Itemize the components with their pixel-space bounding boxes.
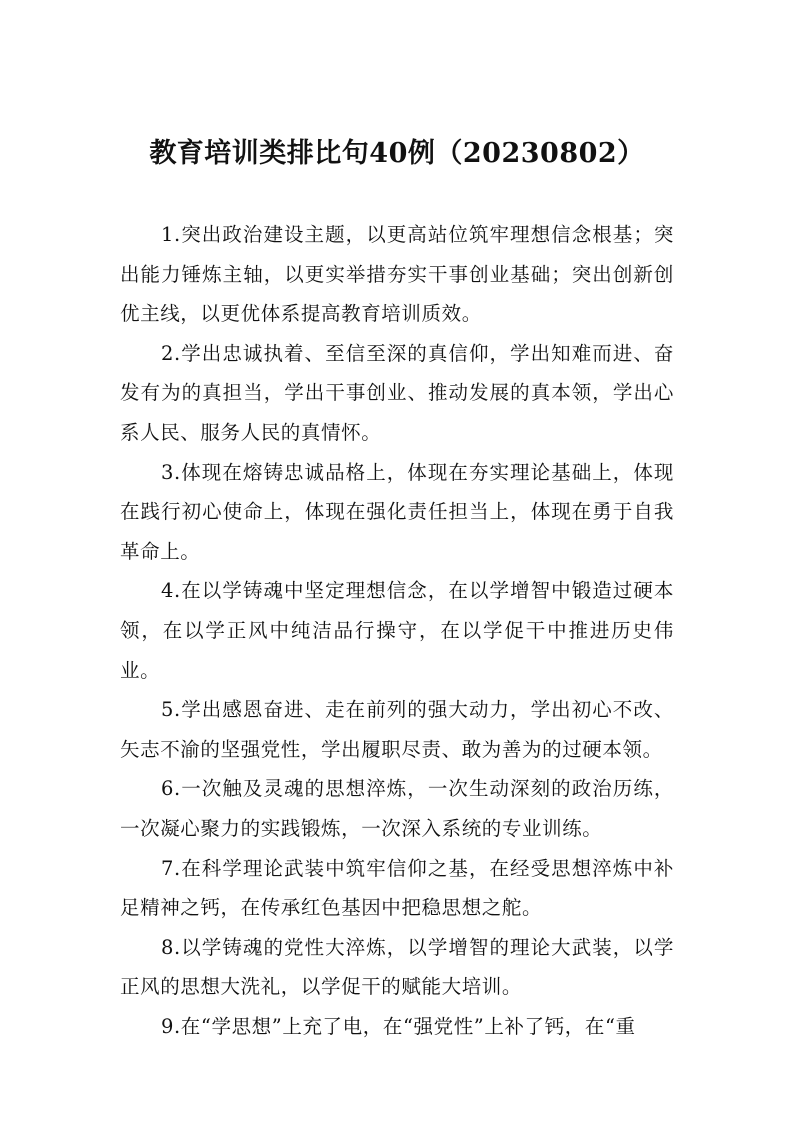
- paragraph-9: 9.在“学思想”上充了电，在“强党性”上补了钙，在“重: [161, 1014, 636, 1038]
- paragraph-2: 2.学出忠诚执着、至信至深的真信仰，学出知难而进、奋发有为的真担当，学出干事创业、推动发展的真本领，学出心系人民、服务人民的真情怀。: [120, 341, 674, 444]
- paragraph-6: 6.一次触及灵魂的思想淬炼，一次生动深刻的政治历练，一次凝心聚力的实践锻炼，一次深入系统的专业训练。: [120, 777, 674, 840]
- document-title: 教育培训类排比句40例（20230802）: [149, 138, 645, 169]
- paragraph-1: 1.突出政治建设主题，以更高站位筑牢理想信念根基；突出能力锤炼主轴，以更实举措夯实干事创业基础；突出创新创优主线，以更优体系提高教育培训质效。: [120, 223, 674, 326]
- paragraph-5: 5.学出感恩奋进、走在前列的强大动力，学出初心不改、矢志不渝的坚强党性，学出履职尽责、敢为善为的过硬本领。: [120, 698, 674, 761]
- paragraph-8: 8.以学铸魂的党性大淬炼，以学增智的理论大武装，以学正风的思想大洗礼，以学促干的赋能大培训。: [120, 935, 674, 999]
- paragraph-4: 4.在以学铸魂中坚定理想信念，在以学增智中锻造过硬本领，在以学正风中纯洁品行操守，在以学促干中推进历史伟业。: [120, 579, 674, 682]
- paragraph-3: 3.体现在熔铸忠诚品格上，体现在夯实理论基础上，体现在践行初心使命上，体现在强化责任担当上，体现在勇于自我革命上。: [120, 460, 674, 563]
- document-body: [120, 215, 674, 1046]
- paragraph-7: 7.在科学理论武装中筑牢信仰之基，在经受思想淬炼中补足精神之钙，在传承红色基因中把稳思想之舵。: [120, 856, 674, 920]
